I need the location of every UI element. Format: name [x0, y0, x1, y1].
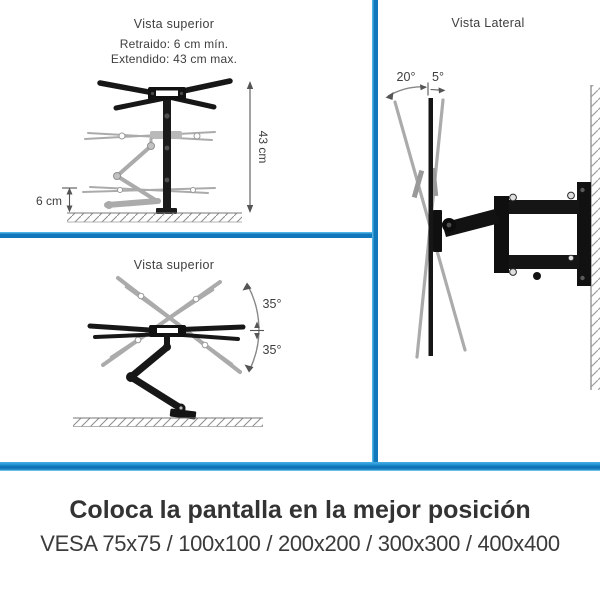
ghost-retracted-mount: [83, 131, 215, 209]
panel-extension-title: Vista superior: [133, 17, 215, 31]
panel-swivel-view: [0, 238, 372, 462]
swivel-arm-linkage: [126, 337, 196, 420]
spec-extended: Extendido: 43 cm max.: [110, 52, 238, 66]
panel-lateral-view: [378, 0, 600, 462]
tilt-angle-annotation: [386, 70, 446, 100]
footer-heading: Coloca la pantalla en la mejor posición: [69, 496, 531, 524]
swivel-angle-arc: [243, 283, 282, 373]
dimension-6cm: [36, 188, 77, 213]
angle-5-label: 5°: [432, 70, 444, 84]
wall-mount-arm: [494, 182, 591, 286]
wall-hatch: [591, 85, 600, 390]
dim-6cm-label: 6 cm: [35, 194, 63, 208]
panel-swivel-title: Vista superior: [133, 258, 215, 272]
footer-vesa-specs: VESA 75x75 / 100x100 / 200x200 / 300x300 / 400x400: [40, 531, 560, 556]
panel-divider-vertical: [372, 0, 378, 462]
panel-lateral-title: Vista Lateral: [451, 16, 525, 30]
section-separator-band: [0, 462, 600, 471]
dim-43cm-label: 43 cm: [256, 130, 270, 164]
spec-retracted: Retraido: 6 cm mín.: [119, 37, 229, 51]
ground-hatch: [67, 213, 242, 222]
panel-extension-view: [0, 0, 372, 232]
angle-35-up-label: 35°: [262, 297, 282, 311]
angle-35-down-label: 35°: [262, 343, 282, 357]
dimension-43cm: [247, 81, 270, 213]
angle-20-label: 20°: [396, 70, 416, 84]
extended-mount: [100, 81, 230, 214]
panel-divider-horizontal: [0, 232, 372, 238]
ground-hatch: [73, 418, 263, 427]
footer: [0, 496, 600, 557]
